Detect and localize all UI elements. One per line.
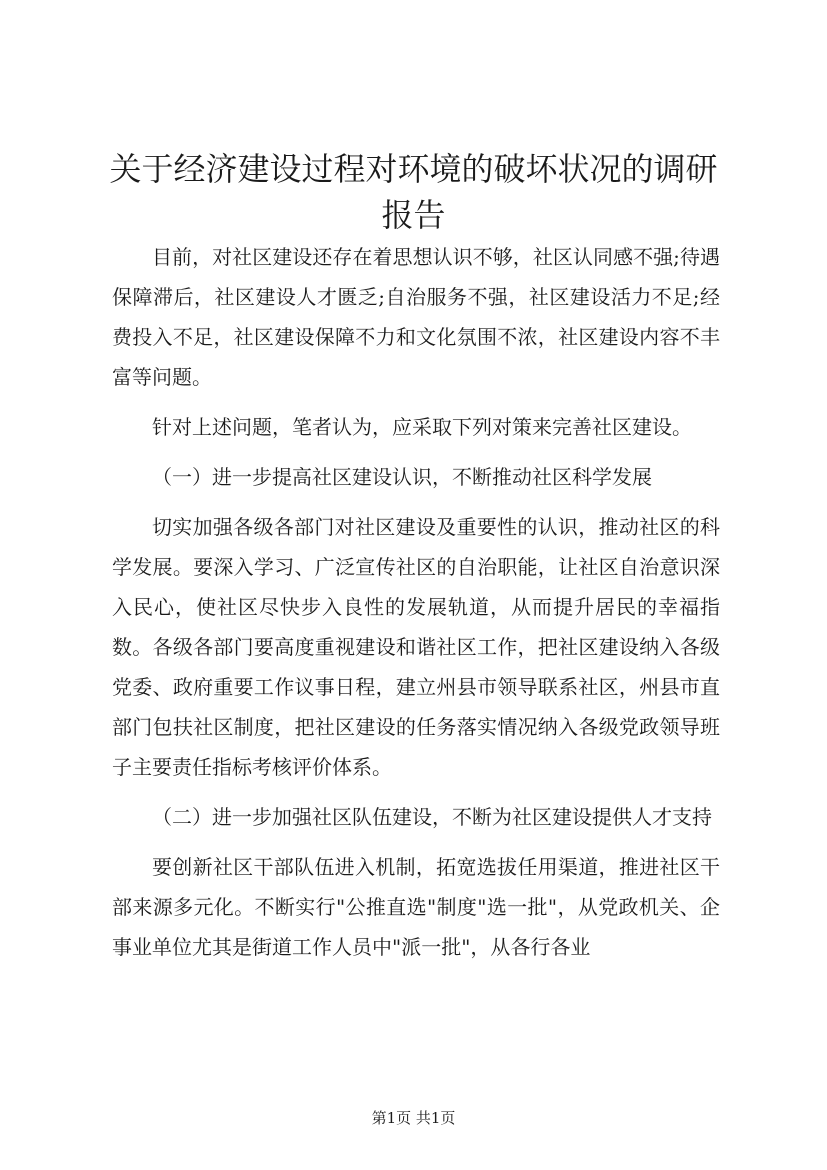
- section-heading-1: （一）进一步提高社区建设认识，不断推动社区科学发展: [152, 465, 652, 489]
- document-title: 关于经济建设过程对环境的破坏状况的调研报告: [109, 150, 718, 234]
- paragraph-section-2: 要创新社区干部队伍进入机制，拓宽选拔任用渠道，推进社区干部来源多元化。不断实行"公推直选"制度"选一批"，从党政机关、企事业单位尤其是街道工作人员中"派一批"，从各行各业: [112, 855, 720, 959]
- paragraph-section-1: 切实加强各级各部门对社区建设及重要性的认识，推动社区的科学发展。要深入学习、广泛宣传社区的自治职能，让社区自治意识深入民心，使社区尽快步入良性的发展轨道，从而提升居民的幸福指数。各级各部门要高度重视建设和谐社区工作，把社区建设纳入各级党委、政府重要工作议事日程，建立州县市领导联系社区，州县市直部门包扶社区制度，把社区建设的任务落实情况纳入各级党政领导班子主要责任指标考核评价体系。: [112, 515, 720, 779]
- paragraph-countermeasures-intro: 针对上述问题，笔者认为，应采取下列对策来完善社区建设。: [152, 415, 692, 439]
- document-body: [112, 237, 720, 977]
- paragraph-problems: 目前，对社区建设还存在着思想认识不够，社区认同感不强;待遇保障滞后，社区建设人才匮乏;自治服务不强，社区建设活力不足;经费投入不足，社区建设保障不力和文化氛围不浓，社区建设内容不丰富等问题。: [112, 245, 720, 389]
- page-footer: 第1页 共1页: [371, 1109, 456, 1127]
- section-heading-2: （二）进一步加强社区队伍建设，不断为社区建设提供人才支持: [152, 805, 712, 829]
